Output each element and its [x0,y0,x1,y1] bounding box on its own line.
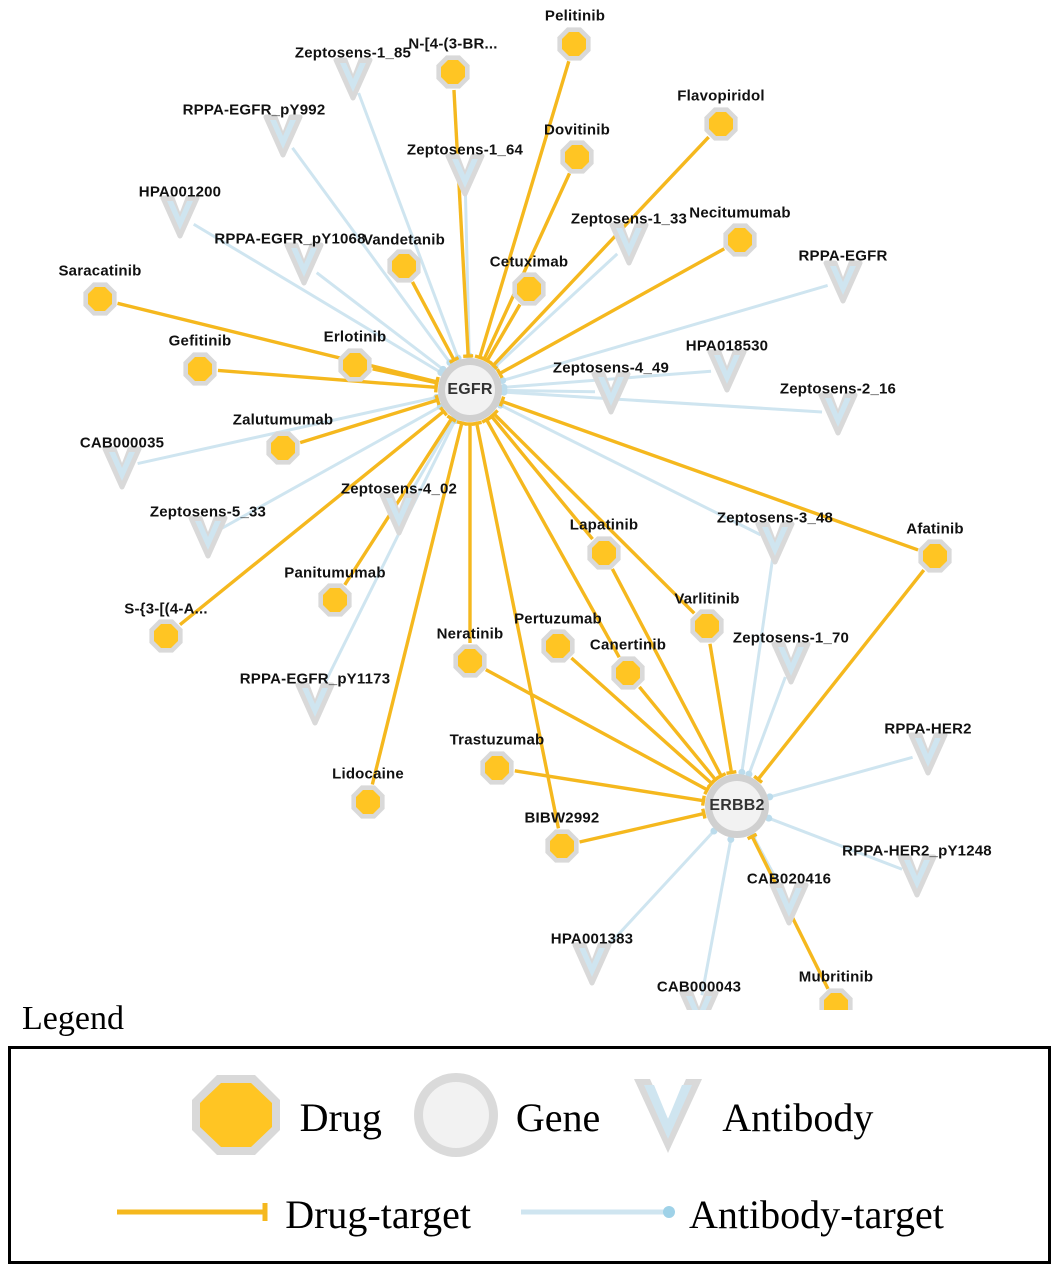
drug-edge-endpoint [472,422,482,424]
drug-node[interactable] [266,431,299,464]
drug-node-label: Gefitinib [168,332,232,350]
antibody-node[interactable] [191,518,225,556]
antibody-node-label: Zeptosens-1_85 [294,44,412,62]
legend-box [8,1046,1051,1264]
legend-item-antibody-target [519,1191,944,1238]
drug-node[interactable] [512,272,545,305]
antibody-node-label: Zeptosens-1_70 [732,629,850,647]
drug-node-label: Lapatinib [569,516,639,534]
chevron-down-icon [628,1069,708,1166]
drug-node-label: Pelitinib [544,7,606,25]
antibody-node[interactable] [336,60,370,98]
legend-item-gene [410,1069,600,1166]
drug-target-edge [515,771,704,801]
legend-edge-types [11,1179,1048,1249]
antibody-node-label: HPA018530 [685,337,769,355]
legend-label-drug-target: Drug-target [285,1191,472,1237]
drug-edge-icon [115,1200,275,1229]
drug-node-label: Canertinib [589,636,667,654]
legend-label-antibody-target: Antibody-target [689,1191,944,1237]
drug-edge-endpoint [436,378,438,388]
antibody-target-edge [495,254,617,367]
drug-node-label: Erlotinib [323,328,387,346]
drug-node-label: Panitumumab [284,564,386,582]
antibody-node-label: CAB000043 [656,978,742,996]
drug-node-label: Cetuximab [489,253,569,271]
antibody-node-label: Zeptosens-1_33 [570,210,688,228]
circle-icon [410,1069,502,1166]
drug-edge-endpoint [457,422,467,424]
drug-target-edge [710,644,731,773]
drug-node[interactable] [351,785,384,818]
legend [0,1000,1059,1264]
antibody-target-edge [317,273,443,370]
drug-node[interactable] [560,140,593,173]
drug-target-edge [345,419,452,585]
drug-target-edge [502,401,918,550]
drug-node-label: BIBW2992 [524,809,600,827]
antibody-node-label: Zeptosens-4_02 [340,480,458,498]
drug-node-label: N-[4-(3-BR... [408,35,498,53]
legend-label-drug: Drug [299,1095,382,1140]
antibody-node-label: CAB020416 [746,870,832,888]
antibody-node-label: HPA001200 [138,183,222,201]
drug-node[interactable] [480,751,513,784]
antibody-node[interactable] [826,263,860,301]
drug-node-label: Mubritinib [798,968,874,986]
antibody-node-label: RPPA-EGFR_pY1068 [214,230,366,248]
gene-node-label: ERBB2 [709,797,765,814]
antibody-node[interactable] [911,735,945,773]
drug-edge-endpoint [703,796,705,806]
drug-node-label: Varlitinib [674,590,740,608]
octagon-icon [186,1069,286,1166]
antibody-node-label: Zeptosens-3_48 [716,509,834,527]
drug-node[interactable] [453,644,486,677]
drug-node[interactable] [541,629,574,662]
drug-node[interactable] [318,583,351,616]
drug-node[interactable] [587,536,620,569]
drug-node-label: Lidocaine [332,765,404,783]
drug-node[interactable] [723,223,756,256]
antibody-target-edge [359,93,458,358]
legend-label-gene: Gene [515,1095,601,1140]
drug-node[interactable] [436,55,469,88]
antibody-node[interactable] [575,945,609,983]
antibody-node-label: Zeptosens-2_16 [779,380,897,398]
drug-edge-endpoint [726,772,736,774]
antibody-target-edge [504,392,822,412]
antibody-node[interactable] [163,198,197,236]
drug-node-label: Necitumumab [689,204,791,222]
drug-node-label: Neratinib [436,625,504,643]
drug-node[interactable] [545,829,578,862]
drug-target-edge [494,414,694,613]
antibody-node[interactable] [298,685,332,723]
drug-node[interactable] [611,656,644,689]
antibody-node[interactable] [105,449,139,487]
drug-node[interactable] [690,609,723,642]
legend-item-drug-target [115,1191,471,1238]
antibody-node-label: RPPA-EGFR_pY1173 [239,670,391,688]
antibody-node[interactable] [821,395,855,433]
antibody-node-label: Zeptosens-4_49 [552,359,670,377]
antibody-node-label: CAB000035 [79,434,165,452]
legend-item-antibody [628,1069,873,1166]
drug-node-label: Saracatinib [58,262,142,280]
antibody-target-edge [742,558,773,773]
drug-node-label: Zalutumumab [232,411,334,429]
drug-node-label: S-{3-[(4-A... [124,600,208,618]
legend-item-drug [186,1069,382,1166]
drug-target-edge [758,570,924,779]
antibody-node-label: RPPA-HER2 [884,720,972,738]
antibody-node[interactable] [900,857,934,895]
antibody-node[interactable] [772,885,806,923]
drug-node[interactable] [918,539,951,572]
drug-node-label: Afatinib [906,520,964,538]
antibody-target-edge [770,757,913,797]
drug-edge-endpoint [463,356,473,357]
drug-node[interactable] [557,27,590,60]
antibody-edge-icon [519,1200,679,1229]
antibody-node-label: Zeptosens-5_33 [149,503,267,521]
drug-node-label: Flavopiridol [677,87,765,105]
drug-node[interactable] [338,348,371,381]
drug-node[interactable] [183,352,216,385]
antibody-target-edge [702,839,731,995]
antibody-node-label: RPPA-EGFR [798,247,888,265]
antibody-node-label: Zeptosens-1_64 [406,141,524,159]
antibody-node[interactable] [758,524,792,562]
antibody-node[interactable] [287,245,321,283]
drug-node[interactable] [83,282,116,315]
drug-node[interactable] [387,249,420,282]
antibody-node[interactable] [612,225,646,263]
antibody-node[interactable] [448,156,482,194]
drug-target-edge [373,369,437,383]
legend-title: Legend [22,1000,124,1037]
legend-label-antibody: Antibody [722,1095,874,1140]
drug-node-label: Pertuzumab [514,610,602,628]
legend-node-types [11,1065,1048,1170]
drug-node-label: Dovitinib [544,121,610,139]
antibody-node[interactable] [710,352,744,390]
drug-target-edge [372,423,462,785]
antibody-node-label: RPPA-HER2_pY1248 [842,842,992,860]
antibody-node[interactable] [774,644,808,682]
drug-node-label: Vandetanib [362,231,446,249]
antibody-node-label: RPPA-EGFR_pY992 [182,101,326,119]
drug-node-label: Trastuzumab [449,731,545,749]
drug-node[interactable] [149,619,182,652]
drug-target-edge [639,687,715,780]
drug-node[interactable] [704,107,737,140]
gene-node-label: EGFR [447,381,493,398]
antibody-node-label: HPA001383 [550,930,634,948]
drug-edge-endpoint [703,809,705,819]
